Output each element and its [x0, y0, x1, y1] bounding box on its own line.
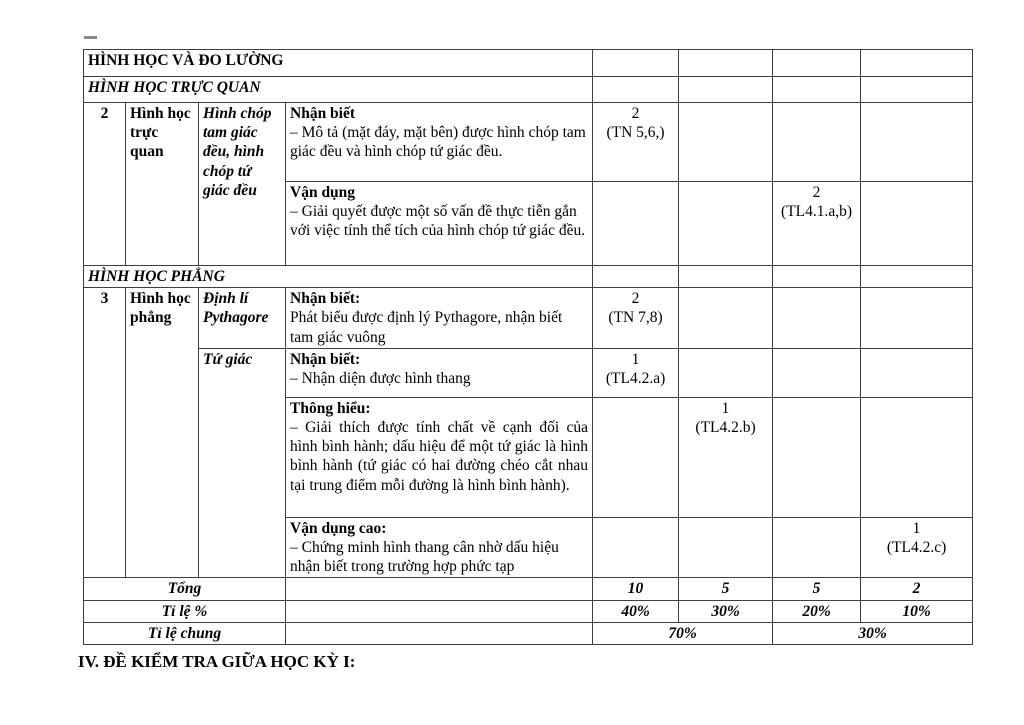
empty-cell	[773, 397, 861, 517]
empty-cell	[593, 77, 679, 103]
empty-cell	[861, 397, 973, 517]
empty-cell	[773, 77, 861, 103]
question-count: 1	[631, 350, 640, 368]
question-count: 2	[631, 290, 640, 308]
total-nb: 10	[593, 578, 679, 600]
row-percents	[84, 600, 973, 622]
section-plane-geometry: HÌNH HỌC PHẲNG	[84, 266, 593, 288]
topic-group2: Hình học trực quan	[126, 103, 199, 266]
question-count: 2	[812, 184, 821, 201]
stray-mark	[84, 36, 97, 39]
empty-cell	[773, 50, 861, 77]
common-ratio-label: Tỉ lệ chung	[84, 622, 286, 644]
empty-cell	[773, 288, 861, 349]
row-common-ratio	[84, 622, 973, 644]
section-geometry-measure: HÌNH HỌC VÀ ĐO LƯỜNG	[84, 50, 593, 77]
total-th: 5	[679, 578, 773, 600]
question-code: (TL4.2.b)	[695, 419, 756, 437]
empty-cell	[679, 50, 773, 77]
empty-cell	[861, 77, 973, 103]
level-heading: Nhận biết:	[290, 350, 361, 368]
empty-cell	[679, 288, 773, 349]
cell-tugiac-vdc-count	[861, 517, 973, 578]
question-code: (TN 7,8)	[608, 309, 663, 327]
empty-cell	[593, 50, 679, 77]
common-ratio-right: 30%	[773, 622, 973, 644]
empty-cell	[593, 182, 679, 266]
cell-pythagore-nhan-biet	[286, 288, 593, 349]
question-count: 2	[631, 105, 640, 122]
question-code: (TN 5,6,)	[606, 124, 665, 142]
question-count: 1	[912, 519, 921, 537]
cell-tugiac-nhan-biet	[286, 348, 593, 397]
empty-cell	[861, 348, 973, 397]
empty-cell	[773, 266, 861, 288]
row-group3-pythagore	[84, 288, 973, 349]
empty-cell	[286, 578, 593, 600]
unit-tu-giac: Tứ giác	[199, 348, 286, 578]
row-tugiac-nhan-biet	[84, 348, 973, 397]
row-group2-nhan-biet	[84, 103, 973, 182]
empty-cell	[286, 600, 593, 622]
percent-th: 30%	[679, 600, 773, 622]
cell-tugiac-th-count	[679, 397, 773, 517]
empty-cell	[861, 288, 973, 349]
empty-cell	[679, 517, 773, 578]
empty-cell	[773, 517, 861, 578]
percent-vd: 20%	[773, 600, 861, 622]
empty-cell	[861, 182, 973, 266]
empty-cell	[679, 266, 773, 288]
cell-pythagore-nb-count	[593, 288, 679, 349]
cell-group2-nhan-biet	[286, 103, 593, 182]
question-code: (TL4.1.a,b)	[781, 203, 853, 221]
row-section-plane-geometry	[84, 266, 973, 288]
empty-cell	[679, 77, 773, 103]
section-iv-heading: IV. ĐỀ KIỂM TRA GIỮA HỌC KỲ I:	[78, 652, 356, 671]
empty-cell	[679, 182, 773, 266]
level-body: – Mô tả (mặt đáy, mặt bên) được hình chóp tam giác đều và hình chóp tứ giác đều.	[290, 124, 586, 161]
empty-cell	[593, 266, 679, 288]
stt-group3: 3	[84, 288, 126, 578]
level-heading: Nhận biết:	[290, 290, 361, 308]
row-section-visual-geometry	[84, 77, 973, 103]
stt-group2: 2	[84, 103, 126, 266]
level-body: – Giải quyết được một số vấn đề thực tiễn gắn với việc tính thể tích của hình chóp tứ giác đều.	[290, 203, 586, 240]
cell-group2-nb-count	[593, 103, 679, 182]
question-code: (TL4.2.a)	[605, 370, 666, 388]
row-totals	[84, 578, 973, 600]
level-body: Phát biểu được định lý Pythagore, nhận biết tam giác vuông	[290, 309, 563, 346]
level-heading: Nhận biết	[290, 105, 356, 122]
total-vd: 5	[773, 578, 861, 600]
unit-group2: Hình chóp tam giác đều, hình chóp tứ giác đều	[199, 103, 286, 266]
common-ratio-left: 70%	[593, 622, 773, 644]
percents-label: Tỉ lệ %	[84, 600, 286, 622]
empty-cell	[286, 622, 593, 644]
cell-group2-vd-count	[773, 182, 861, 266]
empty-cell	[773, 103, 861, 182]
unit-pythagore: Định lí Pythagore	[199, 288, 286, 349]
cell-tugiac-thong-hieu	[286, 397, 593, 517]
level-body: – Chứng minh hình thang cân nhờ dấu hiệu nhận biết trong trường hợp phức tạp	[290, 539, 559, 576]
section-visual-geometry: HÌNH HỌC TRỰC QUAN	[84, 77, 593, 103]
question-code: (TL4.2.c)	[886, 539, 947, 557]
question-count: 1	[721, 399, 730, 417]
level-heading: Vận dụng	[290, 184, 356, 201]
empty-cell	[861, 103, 973, 182]
cell-tugiac-van-dung-cao	[286, 517, 593, 578]
topic-group3: Hình học phẳng	[126, 288, 199, 578]
totals-label: Tổng	[84, 578, 286, 600]
empty-cell	[593, 517, 679, 578]
level-body: – Nhận diện được hình thang	[290, 370, 471, 388]
exam-matrix-table	[83, 49, 973, 645]
cell-tugiac-nb-count	[593, 348, 679, 397]
empty-cell	[679, 103, 773, 182]
empty-cell	[861, 50, 973, 77]
empty-cell	[593, 397, 679, 517]
percent-nb: 40%	[593, 600, 679, 622]
total-vdc: 2	[861, 578, 973, 600]
percent-vdc: 10%	[861, 600, 973, 622]
level-heading: Vận dụng cao:	[290, 519, 387, 537]
empty-cell	[861, 266, 973, 288]
level-heading: Thông hiểu:	[290, 399, 371, 417]
empty-cell	[773, 348, 861, 397]
level-body: – Giải thích được tính chất về cạnh đối của hình bình hành; dấu hiệu để một tứ giác là hình bình hành (tứ giác có hai đường chéo cắt nhau tại trung điểm mỗi đường là hình bình hành).	[290, 419, 589, 494]
empty-cell	[679, 348, 773, 397]
cell-group2-van-dung	[286, 182, 593, 266]
row-section-geometry-measure	[84, 50, 973, 77]
